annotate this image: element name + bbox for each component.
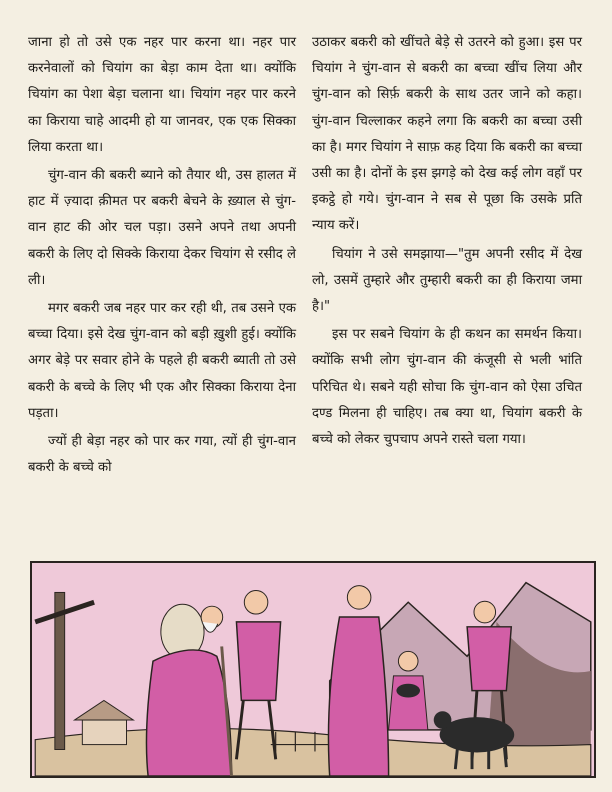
- story-paragraph-5: उठाकर बकरी को खींचते बेड़े से उतरने को हुआ। इस पर चियांग ने चुंग-वान से बकरी का बच्चा खींच लिया और चुंग-वान को सिर्फ़ बकरी के साथ उतर जाने को कहा। चुंग-वान चिल्लाकर कहने लगा कि बकरी का बच्चा उसी का है। मगर चियांग ने साफ़ कह दिया कि बकरी का बच्चा उसी का है। दोनों के इस झगड़े को देख कई लोग वहाँ पर इकट्ठे हो गये। चुंग-वान ने सब से पूछा कि उसके प्रति न्याय करें।: [312, 35, 582, 234]
- hut-wall: [82, 720, 126, 745]
- right-text-column: [312, 30, 582, 455]
- story-paragraph-1: जाना हो तो उसे एक नहर पार करना था। नहर पार करनेवालों को चियांग का बेड़ा काम देता था। क्योंकि चियांग का पेशा बेड़ा चलाना था। चियांग नहर पार करने का किराया चाहे आदमी हो या जानवर, एक एक सिक्का लिया करता था।: [28, 35, 296, 155]
- illustration-canvas: [32, 563, 594, 776]
- left-text-column: [28, 30, 296, 483]
- story-paragraph-3: मगर बकरी जब नहर पार कर रही थी, तब उसने एक बच्चा दिया। इसे देख चुंग-वान को बड़ी ख़ुशी हुई। क्योंकि अगर बेड़े पर सवार होने के पहले ही बकरी ब्याती तो उसे बकरी के बच्चे के लिए भी एक और सिक्का किराया देना पड़ता।: [28, 301, 296, 421]
- story-illustration: [30, 561, 596, 778]
- story-paragraph-4: ज्यों ही बेड़ा नहर को पार कर गया, त्यों ही चुंग-वान बकरी के बच्चे को: [28, 434, 296, 476]
- story-paragraph-7: इस पर सबने चियांग के ही कथन का समर्थन किया। क्योंकि सभी लोग चुंग-वान की कंजूसी से भली भांति परिचित थे। सबने यही सोचा कि चुंग-वान को ऐसा उचित दण्ड मिलना ही चाहिए। तब क्या था, चियांग बकरी के बच्चे को लेकर चुपचाप अपने रास्ते चला गया।: [312, 327, 582, 448]
- story-paragraph-2: चुंग-वान की बकरी ब्याने को तैयार थी, उस हालत में हाट में ज़्यादा क़ीमत पर बकरी बेचने के ख़्याल से चुंग-वान हाट की ओर चल पड़ा। उसने अपने तथा अपनी बकरी के लिए दो सिक्के किराया देकर चियांग से रसीद ले ली।: [28, 168, 296, 288]
- story-paragraph-6: चियांग ने उसे समझाया—"तुम अपनी रसीद में देख लो, उसमें तुम्हारे और तुम्हारी बकरी का ही किराया जमा है।": [312, 246, 582, 315]
